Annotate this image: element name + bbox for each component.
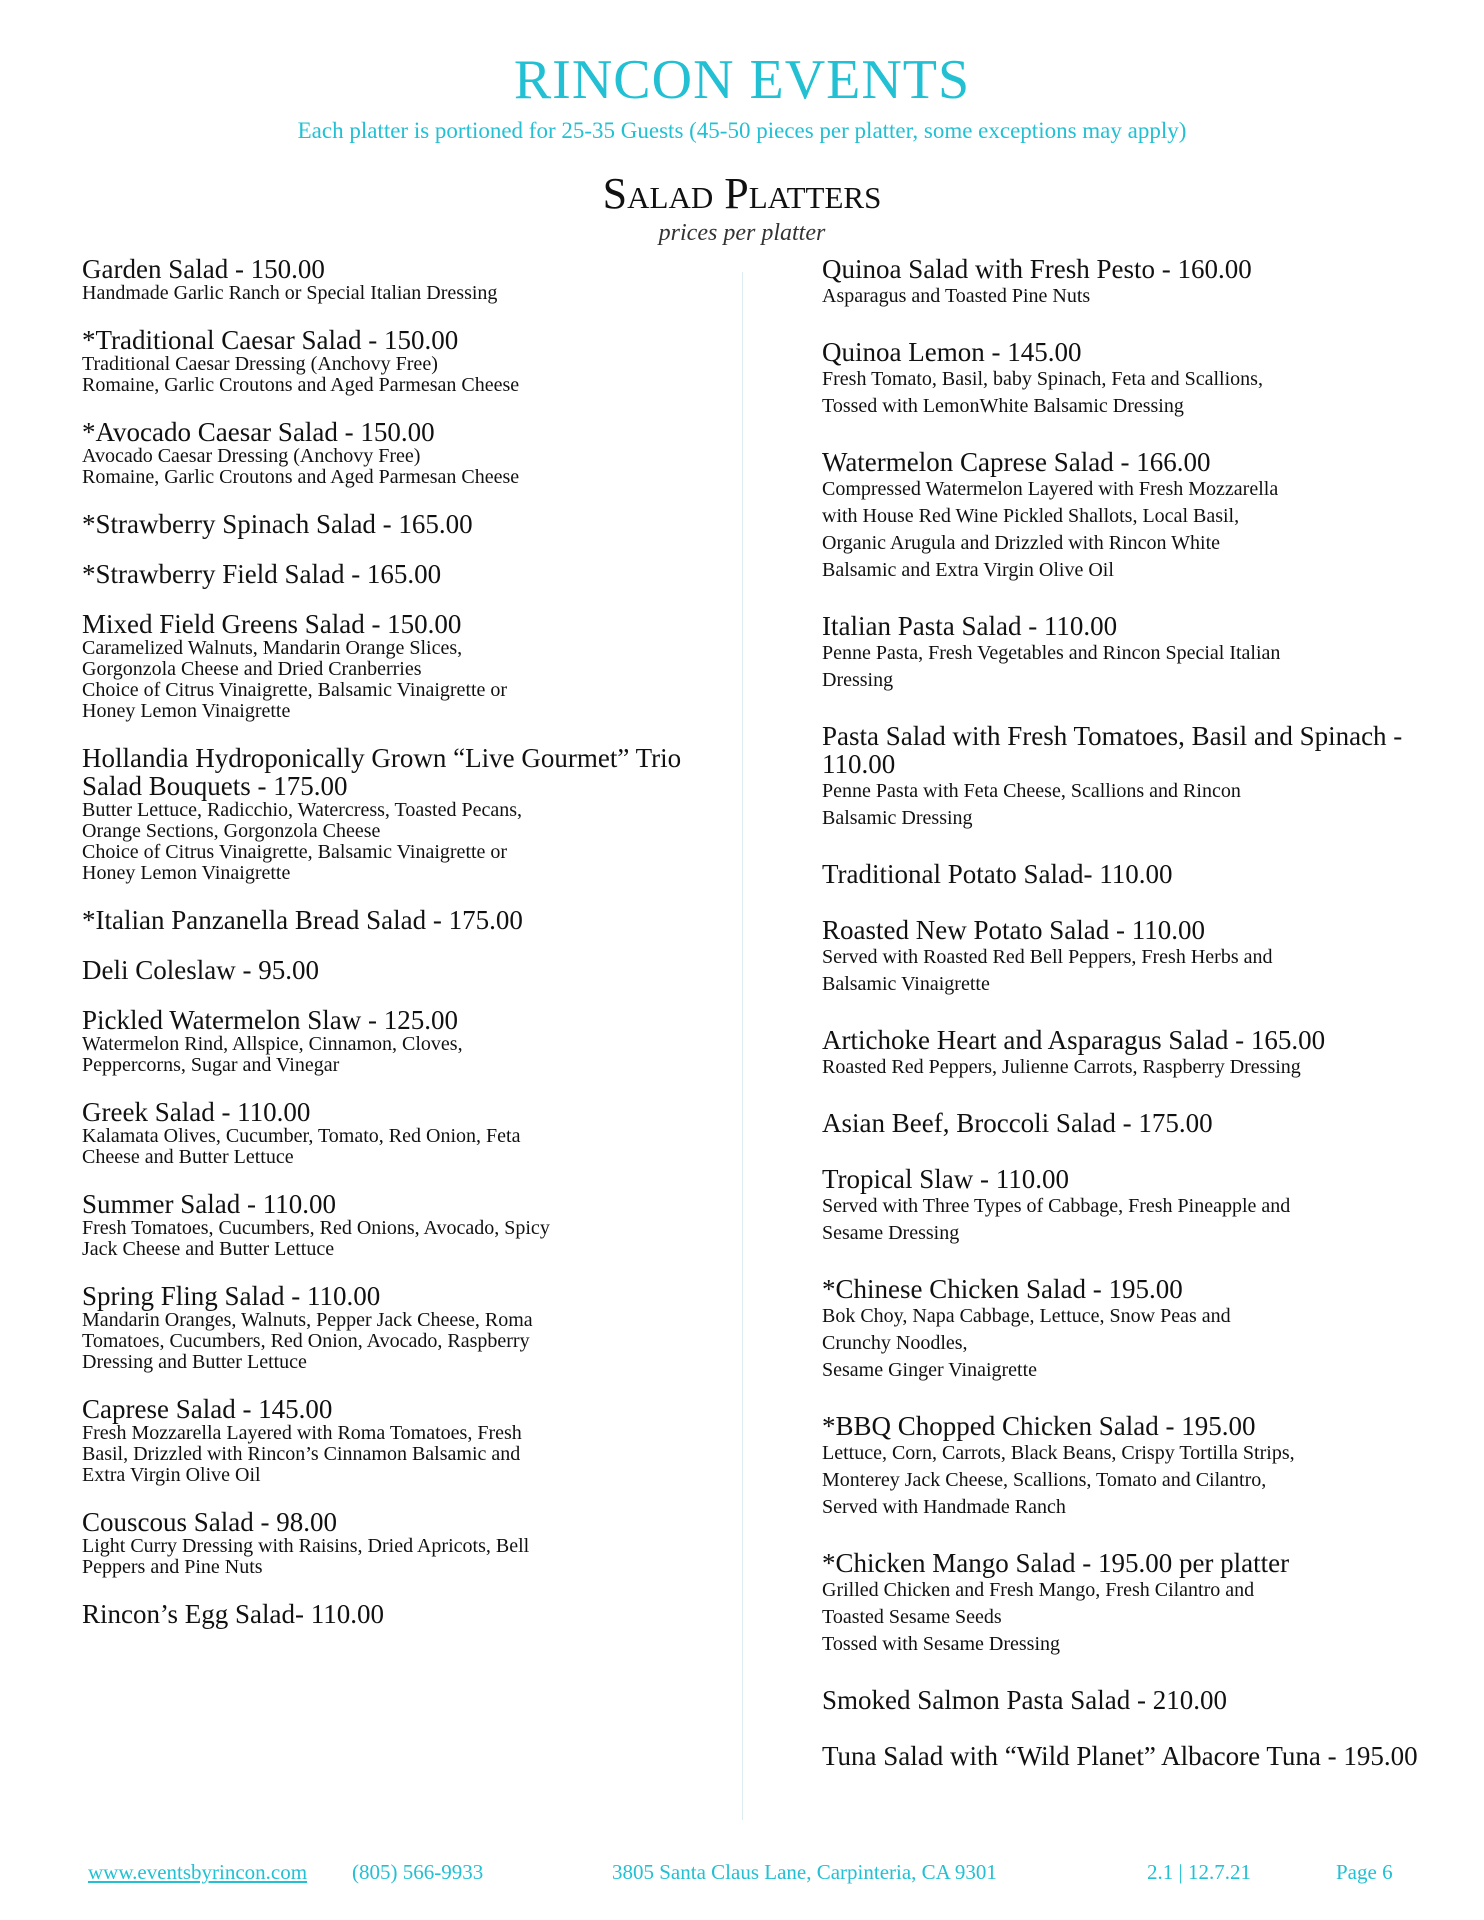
menu-item-name: Tuna Salad with “Wild Planet” Albacore Tuna - 195.00 bbox=[822, 1741, 1418, 1771]
phone-number: (805) 566-9933 bbox=[352, 1860, 484, 1884]
menu-item-name: Greek Salad - 110.00 bbox=[82, 1097, 311, 1127]
menu-item bbox=[822, 255, 1422, 310]
menu-item-name: Watermelon Caprese Salad - 166.00 bbox=[822, 447, 1211, 477]
menu-item-description: Asparagus and Toasted Pine Nuts bbox=[822, 285, 1091, 307]
menu-item-description: Extra Virgin Olive Oil bbox=[82, 1464, 261, 1486]
menu-item-description: Sesame Ginger Vinaigrette bbox=[822, 1359, 1038, 1381]
menu-item-name: Pickled Watermelon Slaw - 125.00 bbox=[82, 1005, 459, 1035]
menu-item-name: Roasted New Potato Salad - 110.00 bbox=[822, 915, 1205, 945]
menu-item bbox=[822, 916, 1422, 998]
menu-item-description: Tossed with LemonWhite Balsamic Dressing bbox=[822, 395, 1184, 417]
menu-item-name: Quinoa Salad with Fresh Pesto - 160.00 bbox=[822, 254, 1252, 284]
menu-item-description: Bok Choy, Napa Cabbage, Lettuce, Snow Peas and bbox=[822, 1305, 1231, 1327]
menu-item-description: Handmade Garlic Ranch or Special Italian Dressing bbox=[82, 282, 498, 304]
menu-item-name: Mixed Field Greens Salad - 150.00 bbox=[82, 609, 462, 639]
menu-item bbox=[822, 338, 1422, 420]
menu-item-description: Kalamata Olives, Cucumber, Tomato, Red Onion, Feta bbox=[82, 1125, 521, 1147]
menu-item-description: Roasted Red Peppers, Julienne Carrots, Raspberry Dressing bbox=[822, 1056, 1301, 1078]
menu-item-name: Traditional Potato Salad- 110.00 bbox=[822, 859, 1173, 889]
menu-item bbox=[822, 1026, 1422, 1081]
menu-item-description: Watermelon Rind, Allspice, Cinnamon, Cloves, bbox=[82, 1033, 463, 1055]
menu-item-name: Hollandia Hydroponically Grown “Live Gourmet” Trio Salad Bouquets - 175.00 bbox=[82, 743, 682, 801]
left-menu-column bbox=[82, 255, 702, 1650]
section-title: Salad Platters bbox=[602, 169, 882, 218]
menu-item-description: Fresh Tomatoes, Cucumbers, Red Onions, Avocado, Spicy bbox=[82, 1217, 550, 1239]
menu-item-name: Summer Salad - 110.00 bbox=[82, 1189, 336, 1219]
menu-item-description: Fresh Mozzarella Layered with Roma Tomatoes, Fresh bbox=[82, 1422, 522, 1444]
menu-item-name: Italian Pasta Salad - 110.00 bbox=[822, 611, 1118, 641]
menu-item bbox=[822, 1412, 1422, 1521]
menu-item-description: Dressing bbox=[822, 669, 894, 691]
menu-item-description: Gorgonzola Cheese and Dried Cranberries bbox=[82, 658, 422, 680]
menu-item-description: with House Red Wine Pickled Shallots, Local Basil, bbox=[822, 505, 1240, 527]
menu-item-description: Penne Pasta, Fresh Vegetables and Rincon Special Italian bbox=[822, 642, 1281, 664]
menu-item-description: Mandarin Oranges, Walnuts, Pepper Jack Cheese, Roma bbox=[82, 1309, 533, 1331]
column-divider bbox=[742, 272, 743, 1820]
menu-item bbox=[822, 1165, 1422, 1247]
menu-item-name: Quinoa Lemon - 145.00 bbox=[822, 337, 1082, 367]
menu-item bbox=[82, 1098, 702, 1168]
menu-item bbox=[822, 1686, 1422, 1714]
brand-title: RINCON EVENTS bbox=[513, 49, 971, 111]
menu-item-name: Pasta Salad with Fresh Tomatoes, Basil and Spinach - 110.00 bbox=[822, 721, 1403, 779]
menu-item-description: Caramelized Walnuts, Mandarin Orange Slices, bbox=[82, 637, 463, 659]
menu-item-description: Choice of Citrus Vinaigrette, Balsamic Vinaigrette or bbox=[82, 679, 508, 701]
menu-item bbox=[822, 860, 1422, 888]
menu-item-description: Butter Lettuce, Radicchio, Watercress, Toasted Pecans, bbox=[82, 799, 522, 821]
menu-item-description: Served with Roasted Red Bell Peppers, Fresh Herbs and bbox=[822, 946, 1273, 968]
menu-item-description: Balsamic and Extra Virgin Olive Oil bbox=[822, 559, 1114, 581]
menu-item bbox=[82, 560, 702, 588]
menu-item bbox=[822, 1549, 1422, 1658]
menu-item-name: Spring Fling Salad - 110.00 bbox=[82, 1281, 381, 1311]
menu-item-description: Jack Cheese and Butter Lettuce bbox=[82, 1238, 335, 1260]
menu-item-description: Orange Sections, Gorgonzola Cheese bbox=[82, 820, 381, 842]
menu-item bbox=[82, 1006, 702, 1076]
menu-item-description: Basil, Drizzled with Rincon’s Cinnamon Balsamic and bbox=[82, 1443, 521, 1465]
menu-item-description: Toasted Sesame Seeds bbox=[822, 1606, 1002, 1628]
menu-item-description: Peppers and Pine Nuts bbox=[82, 1556, 263, 1578]
menu-item-name: *BBQ Chopped Chicken Salad - 195.00 bbox=[822, 1411, 1256, 1441]
page-number: Page 6 bbox=[1336, 1860, 1393, 1884]
menu-item bbox=[822, 722, 1422, 832]
menu-item bbox=[82, 956, 702, 984]
menu-item-name: *Chicken Mango Salad - 195.00 per platter bbox=[822, 1548, 1290, 1578]
menu-item bbox=[82, 510, 702, 538]
menu-item bbox=[82, 610, 702, 722]
menu-item-description: Served with Three Types of Cabbage, Fresh Pineapple and bbox=[822, 1195, 1291, 1217]
menu-item bbox=[82, 418, 702, 488]
menu-item-description: Organic Arugula and Drizzled with Rincon White bbox=[822, 532, 1221, 554]
menu-item-description: Fresh Tomato, Basil, baby Spinach, Feta and Scallions, bbox=[822, 368, 1263, 390]
menu-item-description: Sesame Dressing bbox=[822, 1222, 960, 1244]
menu-item-name: Asian Beef, Broccoli Salad - 175.00 bbox=[822, 1108, 1213, 1138]
menu-item-name: Couscous Salad - 98.00 bbox=[82, 1507, 337, 1537]
menu-item-description: Compressed Watermelon Layered with Fresh Mozzarella bbox=[822, 478, 1279, 500]
menu-item-description: Avocado Caesar Dressing (Anchovy Free) bbox=[82, 445, 421, 467]
menu-item-name: *Traditional Caesar Salad - 150.00 bbox=[82, 325, 459, 355]
menu-item-description: Dressing and Butter Lettuce bbox=[82, 1351, 307, 1373]
menu-item-name: Caprese Salad - 145.00 bbox=[82, 1394, 333, 1424]
menu-item bbox=[82, 1508, 702, 1578]
menu-item-name: Artichoke Heart and Asparagus Salad - 165.00 bbox=[822, 1025, 1326, 1055]
prices-note: prices per platter bbox=[658, 220, 826, 246]
menu-item-description: Grilled Chicken and Fresh Mango, Fresh Cilantro and bbox=[822, 1579, 1255, 1601]
menu-item bbox=[822, 1742, 1422, 1770]
version-date: 2.1 | 12.7.21 bbox=[1147, 1860, 1251, 1884]
menu-item-description: Traditional Caesar Dressing (Anchovy Free) bbox=[82, 353, 438, 375]
menu-item-description: Honey Lemon Vinaigrette bbox=[82, 700, 291, 722]
menu-item-name: Rincon’s Egg Salad- 110.00 bbox=[82, 1599, 384, 1629]
menu-item bbox=[82, 326, 702, 396]
address: 3805 Santa Claus Lane, Carpinteria, CA 9301 bbox=[612, 1860, 997, 1884]
menu-item-name: Smoked Salmon Pasta Salad - 210.00 bbox=[822, 1685, 1227, 1715]
menu-item-description: Tossed with Sesame Dressing bbox=[822, 1633, 1061, 1655]
menu-item bbox=[822, 448, 1422, 584]
menu-item-description: Choice of Citrus Vinaigrette, Balsamic Vinaigrette or bbox=[82, 841, 508, 863]
portion-note: Each platter is portioned for 25-35 Guests (45-50 pieces per platter, some exceptions may apply) bbox=[297, 118, 1187, 143]
menu-item bbox=[822, 612, 1422, 694]
menu-item-description: Peppercorns, Sugar and Vinegar bbox=[82, 1054, 340, 1076]
menu-item bbox=[822, 1109, 1422, 1137]
menu-item-name: Deli Coleslaw - 95.00 bbox=[82, 955, 319, 985]
menu-item-description: Cheese and Butter Lettuce bbox=[82, 1146, 294, 1168]
menu-item bbox=[82, 1190, 702, 1260]
menu-item-description: Served with Handmade Ranch bbox=[822, 1496, 1066, 1518]
menu-item-description: Penne Pasta with Feta Cheese, Scallions and Rincon bbox=[822, 780, 1241, 802]
menu-item-description: Balsamic Vinaigrette bbox=[822, 973, 990, 995]
menu-item-name: Tropical Slaw - 110.00 bbox=[822, 1164, 1069, 1194]
menu-item-description: Light Curry Dressing with Raisins, Dried Apricots, Bell bbox=[82, 1535, 530, 1557]
website-link[interactable]: www.eventsbyrincon.com bbox=[88, 1860, 308, 1884]
menu-item-description: Romaine, Garlic Croutons and Aged Parmesan Cheese bbox=[82, 374, 520, 396]
menu-item-description: Balsamic Dressing bbox=[822, 807, 973, 829]
menu-item-description: Lettuce, Corn, Carrots, Black Beans, Crispy Tortilla Strips, bbox=[822, 1442, 1295, 1464]
menu-item-name: Garden Salad - 150.00 bbox=[82, 254, 325, 284]
menu-item bbox=[82, 1600, 702, 1628]
menu-item-description: Tomatoes, Cucumbers, Red Onion, Avocado, Raspberry bbox=[82, 1330, 530, 1352]
menu-item-name: *Italian Panzanella Bread Salad - 175.00 bbox=[82, 905, 523, 935]
page-footer bbox=[0, 1860, 1484, 1890]
page-header bbox=[0, 49, 1484, 144]
menu-item bbox=[82, 906, 702, 934]
menu-item-description: Monterey Jack Cheese, Scallions, Tomato and Cilantro, bbox=[822, 1469, 1267, 1491]
menu-item-name: *Avocado Caesar Salad - 150.00 bbox=[82, 417, 435, 447]
menu-item-description: Honey Lemon Vinaigrette bbox=[82, 862, 291, 884]
right-menu-column bbox=[822, 255, 1422, 1798]
menu-item bbox=[822, 1275, 1422, 1384]
menu-item-description: Romaine, Garlic Croutons and Aged Parmesan Cheese bbox=[82, 466, 520, 488]
menu-item bbox=[82, 1282, 702, 1373]
menu-item-name: *Strawberry Field Salad - 165.00 bbox=[82, 559, 442, 589]
menu-item-description: Crunchy Noodles, bbox=[822, 1332, 968, 1354]
menu-item bbox=[82, 1395, 702, 1486]
menu-item bbox=[82, 255, 702, 304]
menu-item bbox=[82, 744, 702, 884]
menu-item-name: *Chinese Chicken Salad - 195.00 bbox=[822, 1274, 1183, 1304]
menu-item-name: *Strawberry Spinach Salad - 165.00 bbox=[82, 509, 473, 539]
